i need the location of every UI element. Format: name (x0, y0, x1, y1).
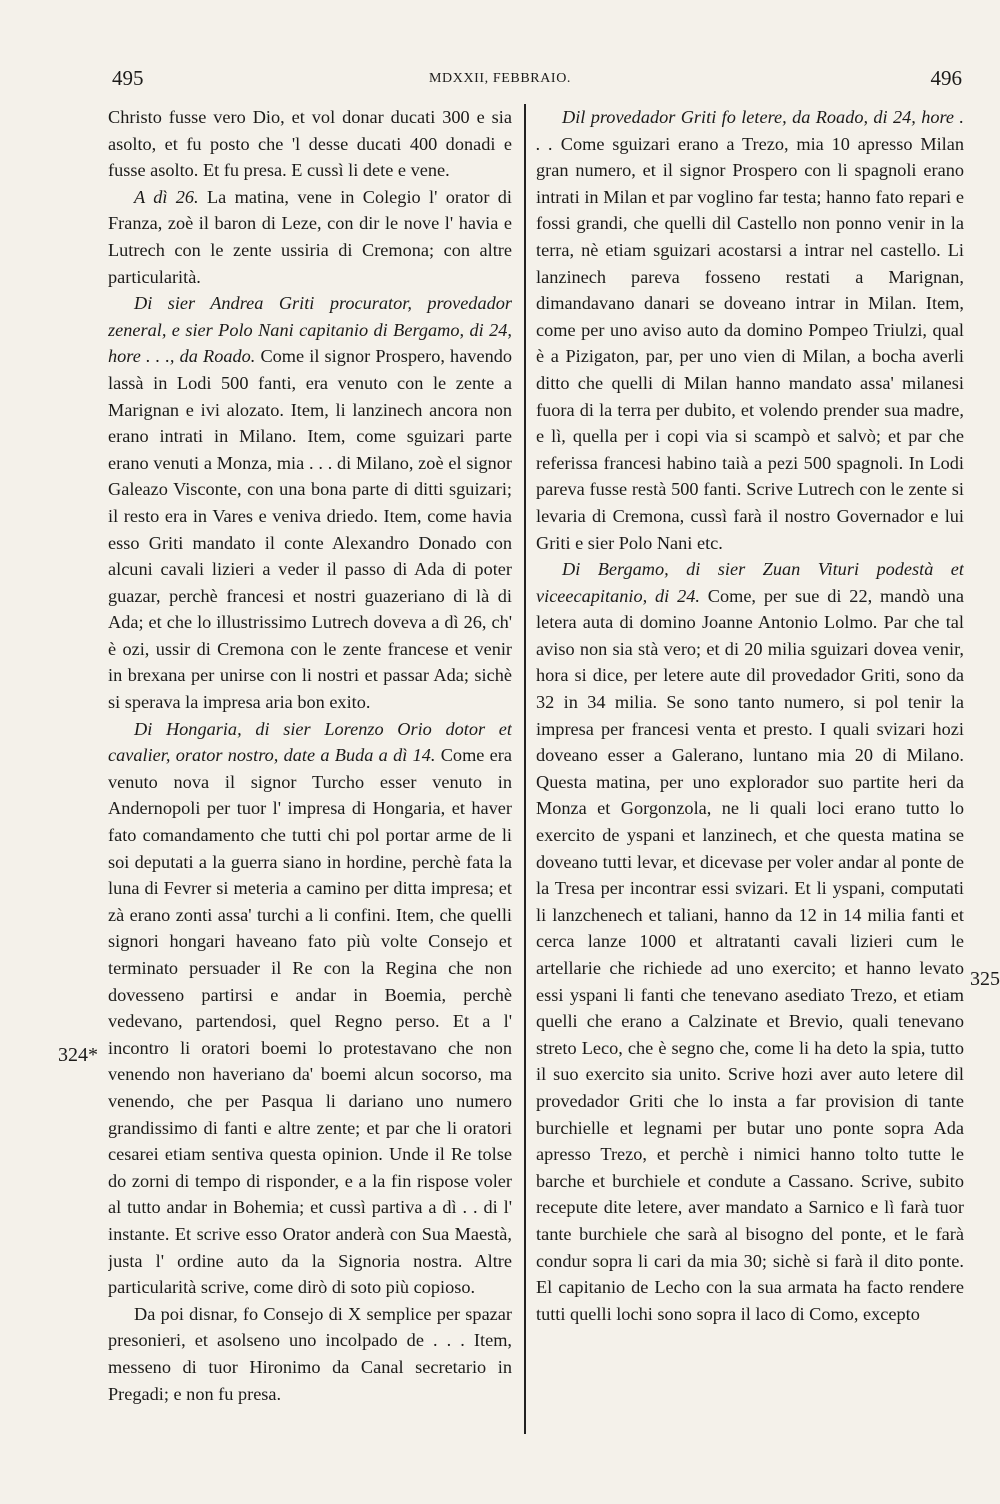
page-number-left: 495 (112, 66, 144, 90)
margin-note-left: 324* (58, 1044, 98, 1066)
running-title: MDXXII, FEBBRAIO. (428, 71, 572, 86)
paragraph-lead: Di Bergamo, di sier Zuan Vituri podestà et viceecapitanio, di 24. (536, 559, 964, 606)
paragraph-lead: Dil provedador Griti fo letere, da Roado, di 24, hore . . . (536, 107, 964, 154)
paragraph-lead: Di sier Andrea Griti procurator, provedador zeneral, e sier Polo Nani capitanio di Bergamo, di 24, hore . . ., da Roado. (108, 293, 512, 367)
paragraph (108, 290, 512, 716)
right-column (536, 104, 964, 1434)
left-column (108, 104, 512, 1434)
paragraph-text: Christo fusse vero Dio, et vol donar ducati 300 e sia asolto, et fu posto che 'l desse ducati 400 donadi e fusse asolto. Et fu presa. E cussì li dete e vene. (108, 107, 512, 181)
paragraph-text: Come il signor Prospero, havendo lassà in Lodi 500 fanti, era venuto con le zente a Marignan e ivi alozato. Item, li lanzinech ancora non erano intrati in Milano. Item, come sguizari parte erano venuti a Monza, mia . . . di Milano, zoè el signor Galeazo Visconte, con una bona parte di ditti sguizari; il resto era in Vares e veniva driedo. Item, come havia esso Griti mandato il conte Alexandro Donado con alcuni cavali lizieri a veder il passo di Ada di poter guazar, perchè francesi et nostri guazeriano di là di Ada; et che lo illustrissimo Lutrech doveva a dì 26, ch' è ozi, ussir di Cremona con le zente francese et venir in brexana per unirse con li nostri et passar Ada; sichè si sperava la impresa aria bon exito. (108, 346, 512, 713)
margin-note-right: 325 (970, 968, 1000, 990)
paragraph-lead: Di Hongaria, di sier Lorenzo Orio dotor et cavalier, orator nostro, date a Buda a dì 14. (108, 718, 512, 766)
column-divider (524, 104, 526, 1434)
paragraph-text: Come era venuto nova il signor Turcho esser venuto in Andernopoli per tuor l' impresa di Hongaria, et haver fato comandamento che tutti chi pol portar arme de li soi deputati a la guerra siano in hordine, perchè fata la luna di Fevrer si meteria a camino per ditta impresa; et zà erano zonti assa' turchi a li confini. Item, che quelli signori hongari haveano fato più volte Consejo et terminato persuader il Re con la Regina che non dovesseno partirsi e andar in Boemia, perchè vedevano, partendosi, quel Regno perso. Et a l' incontro li oratori boemi lo protestavano che non venendo non haveriano da' boemi alcun socorso, ma venendo, che per Pasqua li dariano uno numero grandissimo di fanti e altre zente; et par che li oratori cesarei etiam sentiva questa opinion. Unde il Re tolse do zorni di tempo di risponder, e a la fin rispose voler al tutto andar in Bohemia; et cussì partiva a dì . . di l' instante. Et scrive esso Orator anderà con Sua Maestà, justa l' ordine auto da la Signoria nostra. Altre particularità scrive, come dirò di soto più copioso. (108, 745, 512, 1298)
paragraph-text: Come sguizari erano a Trezo, mia 10 apresso Milan gran numero, et il signor Prospero con li spagnoli erano intrati in Milan et par voglino far testa; hanno fato repari e fossi grandi, che quelli dil Castello non ponno venir in la terra, nè etiam sguizari acostarsi a intrar nel castello. Li lanzinech pareva fosseno restati a Marignan, dimandavano danari se doveano intrar in Milan. Item, come per uno aviso auto da domino Pompeo Triulzi, qual è a Pizigaton, par, per uno vien di Milan, a bocha averli ditto che quelli di Milan hanno mandato assa' milanesi fuora di la terra per dubito, et volendo prender sua madre, e lì, quella per i copi via si scampò et salvò; et par che referissa francesi habino taià a pezi 500 spagnoli. In Lodi pareva fusse restà 500 fanti. Scrive Lutrech con le zente si levaria di Cremona, cussì farà il nostro Governador e lui Griti e sier Polo Nani etc. (536, 133, 964, 553)
paragraph-text: La matina, vene in Colegio l' orator di Franza, zoè il baron di Leze, con dir le nove l' havia e Lutrech con le zente ussiria di Cremona; con altre particularità. (108, 186, 512, 287)
page-header (0, 66, 1000, 96)
paragraph (108, 184, 512, 290)
page-number-right: 496 (930, 66, 962, 90)
paragraph (108, 1301, 512, 1407)
paragraph (108, 104, 512, 184)
paragraph-text: Come, per sue di 22, mandò una letera auta di domino Joanne Antonio Lolmo. Par che tal aviso non sia stà vero; et di 20 milia sguizari dovea venir, hora si dice, per letere aute dil provedador Griti, sono da 32 in 34 milia. Se sono tanto numero, si pol tenir la impresa per francesi venta et presto. I quali svizari hozi doveano esser a Galerano, luntano mia 20 di Milano. Questa matina, per uno explorador suo partite heri da Monza et Gorgonzola, ne li quali loci erano tutto lo exercito de yspani et lanzinech, et che questa matina se doveano tutti levar, et dicevase per voler andar al ponte de la Tresa per incontrar essi svizari. Et li yspani, computati li lanzchenech et taliani, hanno da 12 in 14 milia fanti et cerca lanze 1000 et altratanti cavali lizieri cum le artellarie che richiede ad uno exercito; et hanno levato essi yspani li fanti che tenevano asediato Trezo, et etiam quelli che erano a Calzinate et Brevio, quali tenevano streto Leco, che è segno che, come li ha deto la spia, tutto il suo exercito sia unito. Scrive hozi aver auto letere dil provedador Griti che lo insta a far provision di tante burchielle et legnami per butar uno ponte sopra Ada apresso Trezo, et perchè i nimici hanno tolto tutte le barche et burchiele et condute a Cassano. Scrive, subito recepute dite letere, aver mandato a Sarnico e lì farà tuor tante burchiele che sarà al bisogno del ponte, et le farà condur sopra li cari da mia 30; sichè si farà il dito ponte. El capitanio de Lecho con la sua armata ha facto rendere tutti quelli lochi sono sopra il laco di Como, excepto (536, 585, 964, 1324)
paragraph (536, 556, 964, 1327)
paragraph-text: Da poi disnar, fo Consejo di X semplice per spazar presonieri, et asolseno uno incolpado de . . . Item, messeno di tuor Hironimo da Canal secretario in Pregadi; e non fu presa. (108, 1303, 512, 1404)
paragraph (536, 104, 964, 556)
paragraph-lead: A dì 26. (134, 186, 199, 207)
paragraph (108, 716, 512, 1301)
